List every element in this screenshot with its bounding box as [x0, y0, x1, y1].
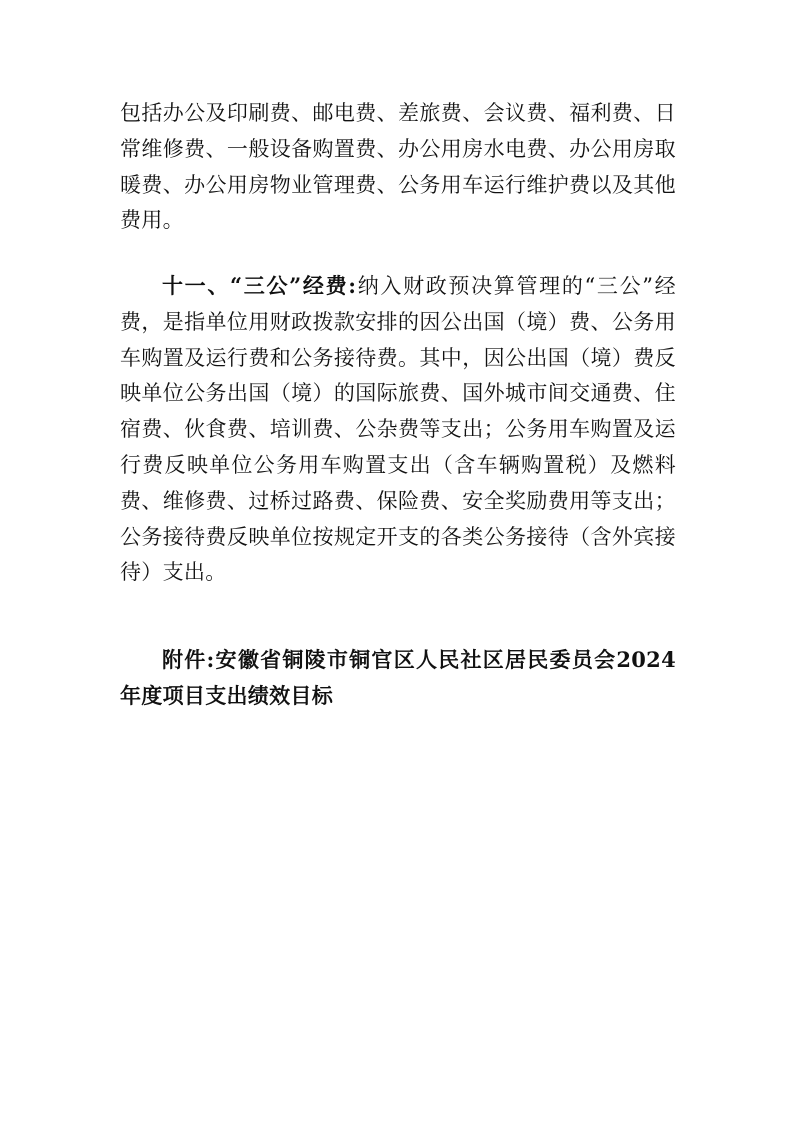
section-eleven-heading: 十一、“三公”经费: — [162, 273, 357, 298]
continued-expense-paragraph — [120, 96, 676, 239]
three-public-expenses-paragraph — [120, 268, 676, 591]
attachment-title: 安徽省铜陵市铜官区人民社区居民委员会2024年度项目支出绩效目标 — [120, 647, 677, 708]
attachment-line — [120, 642, 676, 714]
attachment-label: 附件: — [162, 647, 215, 672]
attachment-note — [120, 642, 676, 714]
section-eleven-body: 纳入财政预决算管理的“三公”经费，是指单位用财政拨款安排的因公出国（境）费、公务用车购置及运行费和公务接待费。其中，因公出国（境）费反映单位公务出国（境）的国际旅费、国外城市间交通费、住宿费、伙食费、培训费、公杂费等支出；公务用车购置及运行费反映单位公务用车购置支出（含车辆购置税）及燃料费、维修费、过桥过路费、保险费、安全奖励费用等支出；公务接待费反映单位按规定开支的各类公务接待（含外宾接待）支出。 — [120, 274, 676, 585]
continued-paragraph-text: 包括办公及印刷费、邮电费、差旅费、会议费、福利费、日常维修费、一般设备购置费、办公用房水电费、办公用房取暖费、办公用房物业管理费、公务用车运行维护费以及其他费用。 — [120, 101, 676, 233]
three-public-paragraph-line — [120, 268, 676, 591]
